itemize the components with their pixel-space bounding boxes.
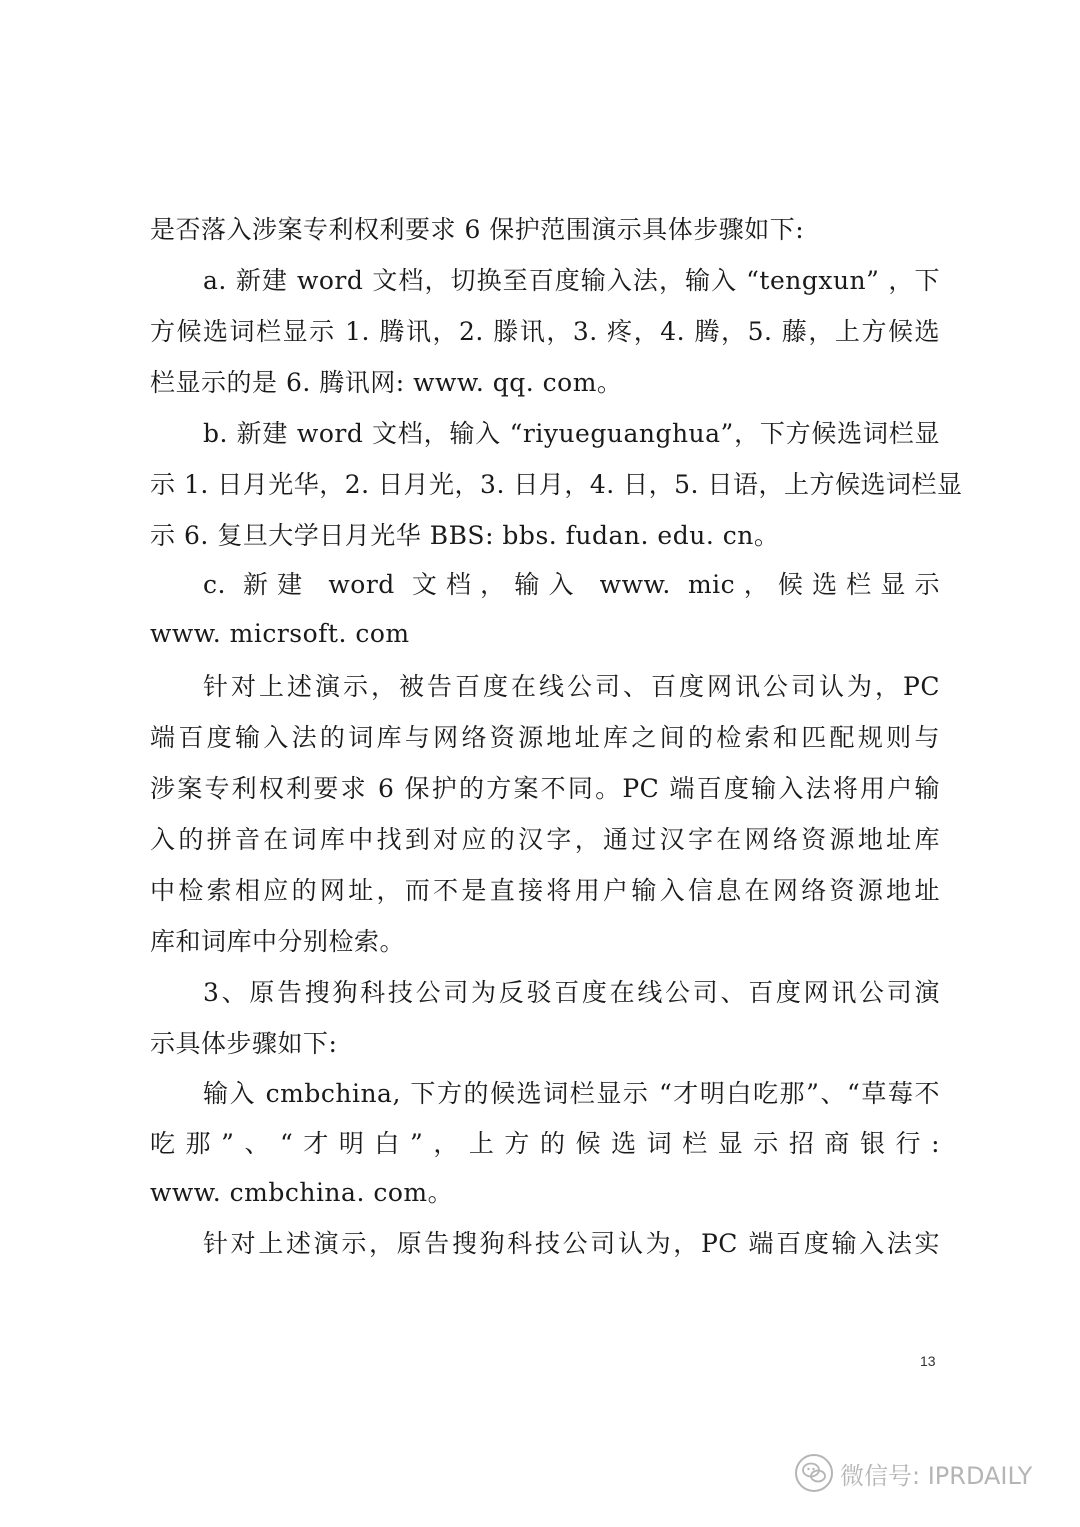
page-number: 13 — [920, 1353, 936, 1369]
text-line: www. micrsoft. com — [150, 619, 410, 648]
text-line: 示 1. 日月光华，2. 日月光，3. 日月，4. 日，5. 日语，上方候选词栏显 — [150, 470, 963, 499]
text-line: www. cmbchina. com。 — [150, 1178, 454, 1207]
text-line: 端百度输入法的词库与网络资源地址库之间的检索和匹配规则与 — [150, 723, 940, 752]
text-line: 方候选词栏显示 1. 腾讯，2. 滕讯，3. 疼，4. 腾，5. 藤，上方候选 — [150, 317, 940, 346]
text-line: 涉案专利权利要求 6 保护的方案不同。PC 端百度输入法将用户输 — [150, 774, 940, 803]
text-line: 吃那”、“才明白”，上方的候选词栏显示招商银行: — [150, 1129, 940, 1158]
text-line: 针对上述演示，原告搜狗科技公司认为，PC 端百度输入法实 — [203, 1229, 940, 1258]
text-line: 针对上述演示，被告百度在线公司、百度网讯公司认为，PC — [203, 672, 940, 701]
text-line: 入的拼音在词库中找到对应的汉字，通过汉字在网络资源地址库 — [150, 825, 940, 854]
text-line: 库和词库中分别检索。 — [150, 927, 406, 956]
text-line: 输入 cmbchina, 下方的候选词栏显示 “才明白吃那”、“草莓不 — [203, 1079, 940, 1108]
watermark-text: 微信号: IPRDAILY — [840, 1461, 1033, 1490]
text-line: c. 新建 word 文档，输入 www. mic，候选栏显示 — [203, 570, 940, 599]
text-line: b. 新建 word 文档，输入 “riyueguanghua”，下方候选词栏显 — [203, 419, 940, 448]
text-line: a. 新建 word 文档，切换至百度输入法，输入 “tengxun” ，下 — [203, 266, 940, 295]
text-line: 示 6. 复旦大学日月光华 BBS: bbs. fudan. edu. cn。 — [150, 521, 780, 550]
text-line: 示具体步骤如下: — [150, 1029, 338, 1058]
wechat-icon — [794, 1453, 834, 1493]
wechat-watermark — [794, 1451, 1032, 1495]
text-line: 是否落入涉案专利权利要求 6 保护范围演示具体步骤如下: — [150, 215, 805, 244]
text-line: 3、原告搜狗科技公司为反驳百度在线公司、百度网讯公司演 — [203, 978, 940, 1007]
text-line: 中检索相应的网址，而不是直接将用户输入信息在网络资源地址 — [150, 876, 940, 905]
text-line: 栏显示的是 6. 腾讯网: www. qq. com。 — [150, 368, 623, 397]
